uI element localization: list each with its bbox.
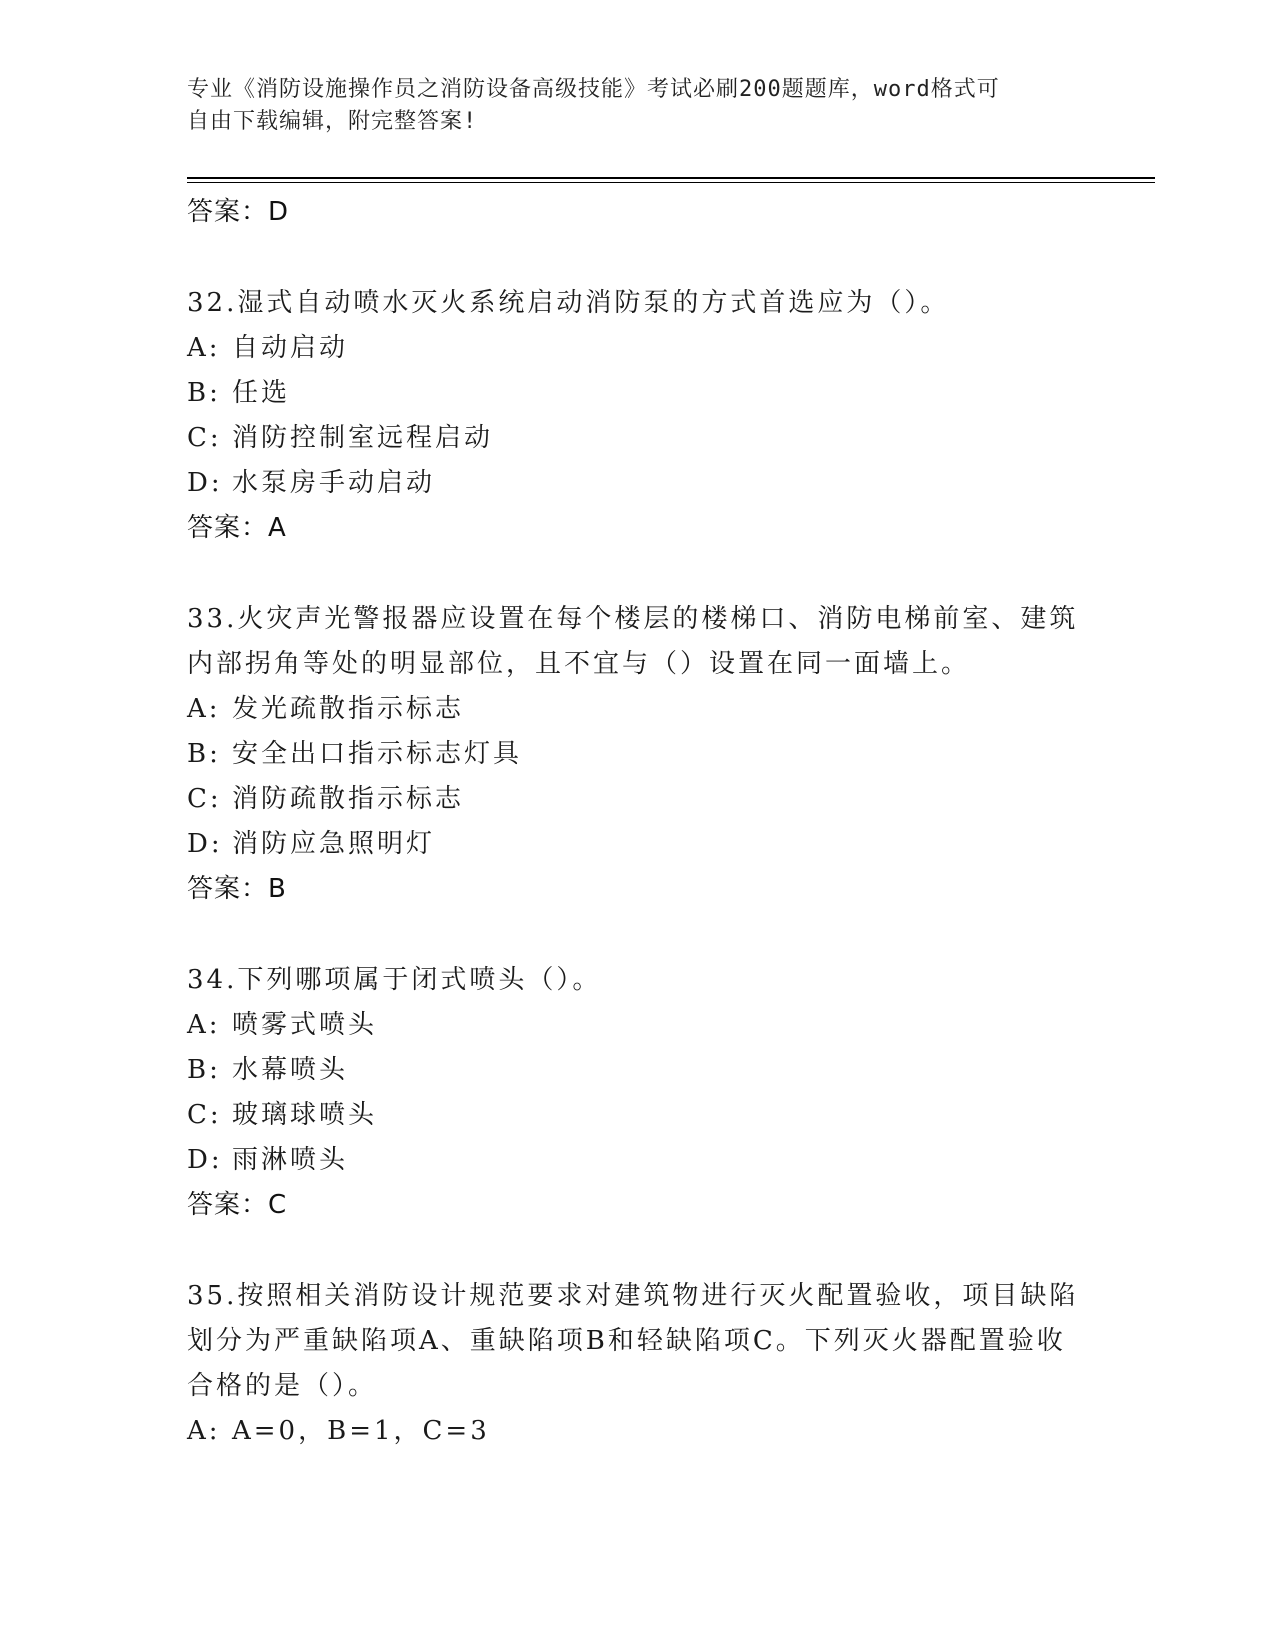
option-letter: A:: [187, 1010, 221, 1040]
option-letter: D:: [187, 1145, 223, 1175]
option-letter: D:: [187, 468, 223, 498]
question-text: 34.下列哪项属于闭式喷头（）。: [187, 965, 602, 995]
option-text: 水幕喷头: [232, 1055, 349, 1085]
question-text: 33.火灾声光警报器应设置在每个楼层的楼梯口、消防电梯前室、建筑内部拐角等处的明显部位，且不宜与（）设置在同一面墙上。: [187, 604, 1079, 679]
option-text: 自动启动: [232, 333, 349, 363]
option-a: [187, 1003, 1087, 1048]
option-c: [187, 777, 1087, 822]
option-letter: C:: [187, 423, 222, 453]
option-text: 消防控制室远程启动: [232, 423, 494, 453]
option-letter: D:: [187, 829, 223, 859]
header-line-1: 专业《消防设施操作员之消防设备高级技能》考试必刷200题题库，word格式可: [187, 77, 1000, 102]
option-text: 发光疏散指示标志: [232, 694, 465, 724]
option-text: 消防疏散指示标志: [232, 784, 465, 814]
option-a: [187, 326, 1087, 371]
question-33: [187, 597, 1087, 912]
option-c: [187, 416, 1087, 461]
option-b: [187, 732, 1087, 777]
option-text: 玻璃球喷头: [232, 1100, 378, 1130]
question-text: 32.湿式自动喷水灭火系统启动消防泵的方式首选应为（）。: [187, 288, 950, 318]
question-34: [187, 958, 1087, 1228]
option-text: A=0，B=1，C=3: [232, 1416, 490, 1446]
previous-answer: 答案：D: [187, 197, 290, 227]
answer-label: 答案：C: [187, 1190, 288, 1220]
option-letter: B:: [187, 739, 221, 769]
option-letter: B:: [187, 1055, 221, 1085]
header-rule-thin: [187, 182, 1155, 183]
question-list: [187, 190, 1087, 1454]
option-letter: A:: [187, 694, 221, 724]
option-letter: B:: [187, 378, 221, 408]
option-text: 水泵房手动启动: [232, 468, 436, 498]
option-letter: A:: [187, 333, 221, 363]
option-text: 任选: [232, 378, 291, 408]
option-text: 消防应急照明灯: [232, 829, 436, 859]
question-32: [187, 281, 1087, 551]
option-letter: C:: [187, 784, 222, 814]
answer-label: 答案：A: [187, 513, 287, 543]
option-c: [187, 1093, 1087, 1138]
option-d: [187, 461, 1087, 506]
option-b: [187, 1048, 1087, 1093]
question-35: [187, 1274, 1087, 1454]
question-text: 35.按照相关消防设计规范要求对建筑物进行灭火配置验收，项目缺陷划分为严重缺陷项A、重缺陷项B和轻缺陷项C。下列灭火器配置验收合格的是（）。: [187, 1281, 1079, 1401]
option-text: 雨淋喷头: [232, 1145, 349, 1175]
option-text: 安全出口指示标志灯具: [232, 739, 523, 769]
option-b: [187, 371, 1087, 416]
option-text: 喷雾式喷头: [232, 1010, 378, 1040]
option-letter: A:: [187, 1416, 221, 1446]
answer-label: 答案：B: [187, 874, 287, 904]
header-rule-thick: [187, 177, 1155, 179]
option-d: [187, 822, 1087, 867]
option-d: [187, 1138, 1087, 1183]
page-header: [187, 74, 1067, 138]
option-a: [187, 1409, 1087, 1454]
header-line-2: 自由下载编辑，附完整答案!: [187, 109, 478, 134]
option-letter: C:: [187, 1100, 222, 1130]
option-a: [187, 687, 1087, 732]
